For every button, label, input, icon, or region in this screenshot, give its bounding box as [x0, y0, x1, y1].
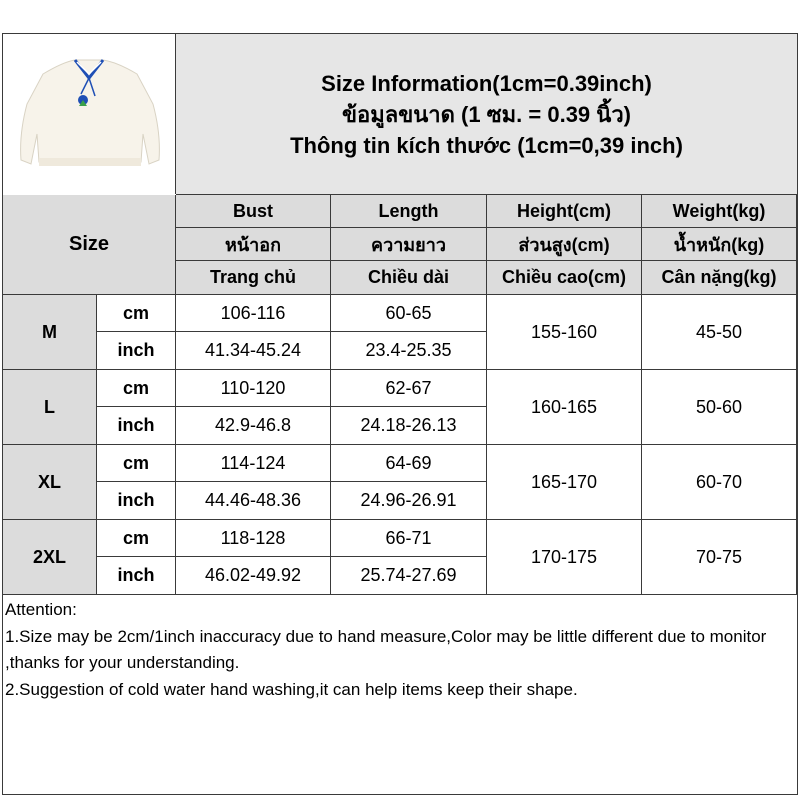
size-header: Size [3, 195, 176, 295]
weight-value: 45-50 [642, 295, 797, 370]
product-photo [3, 34, 176, 194]
col-header-length-en: Length [331, 195, 487, 228]
attention-note-1: 1.Size may be 2cm/1inch inaccuracy due to hand measure,Color may be little different due to monitor ,thanks for your understanding. [5, 626, 767, 672]
length-cm-value: 60-65 [331, 295, 487, 332]
size-label: M [3, 295, 97, 370]
unit-cm: cm [97, 520, 176, 557]
bust-inch-value: 44.46-48.36 [176, 482, 331, 520]
length-inch-value: 24.96-26.91 [331, 482, 487, 520]
height-value: 165-170 [487, 445, 642, 520]
title-thai: ข้อมูลขนาด (1 ซม. = 0.39 นิ้ว) [341, 101, 631, 127]
bust-inch-value: 41.34-45.24 [176, 332, 331, 370]
bust-cm-value: 114-124 [176, 445, 331, 482]
col-header-length-th: ความยาว [331, 228, 487, 261]
col-header-length-vi: Chiều dài [331, 261, 487, 295]
title-vietnamese: Thông tin kích thước (1cm=0,39 inch) [290, 132, 683, 158]
col-header-height-en: Height(cm) [487, 195, 642, 228]
col-header-weight-vi: Cân nặng(kg) [642, 261, 797, 295]
col-header-bust-th: หน้าอก [176, 228, 331, 261]
title-box [176, 34, 797, 195]
unit-inch: inch [97, 332, 176, 370]
height-value: 170-175 [487, 520, 642, 595]
sweatshirt-image [3, 34, 175, 194]
unit-cm: cm [97, 295, 176, 332]
size-label: 2XL [3, 520, 97, 595]
length-cm-value: 62-67 [331, 370, 487, 407]
height-value: 160-165 [487, 370, 642, 445]
attention-notes [5, 597, 795, 703]
size-label: XL [3, 445, 97, 520]
col-header-bust-vi: Trang chủ [176, 261, 331, 295]
bust-inch-value: 42.9-46.8 [176, 407, 331, 445]
weight-value: 60-70 [642, 445, 797, 520]
col-header-height-vi: Chiều cao(cm) [487, 261, 642, 295]
col-header-weight-th: น้ำหนัก(kg) [642, 228, 797, 261]
attention-heading: Attention: [5, 600, 77, 619]
col-header-weight-en: Weight(kg) [642, 195, 797, 228]
col-header-bust-en: Bust [176, 195, 331, 228]
length-cm-value: 64-69 [331, 445, 487, 482]
unit-inch: inch [97, 407, 176, 445]
bust-cm-value: 118-128 [176, 520, 331, 557]
length-inch-value: 24.18-26.13 [331, 407, 487, 445]
attention-note-2: 2.Suggestion of cold water hand washing,it can help items keep their shape. [5, 679, 578, 699]
size-table [3, 195, 797, 595]
col-header-height-th: ส่วนสูง(cm) [487, 228, 642, 261]
bust-inch-value: 46.02-49.92 [176, 557, 331, 595]
length-cm-value: 66-71 [331, 520, 487, 557]
unit-inch: inch [97, 557, 176, 595]
weight-value: 70-75 [642, 520, 797, 595]
length-inch-value: 23.4-25.35 [331, 332, 487, 370]
size-label: L [3, 370, 97, 445]
bust-cm-value: 110-120 [176, 370, 331, 407]
unit-cm: cm [97, 445, 176, 482]
weight-value: 50-60 [642, 370, 797, 445]
bust-cm-value: 106-116 [176, 295, 331, 332]
height-value: 155-160 [487, 295, 642, 370]
unit-inch: inch [97, 482, 176, 520]
unit-cm: cm [97, 370, 176, 407]
length-inch-value: 25.74-27.69 [331, 557, 487, 595]
title-english: Size Information(1cm=0.39inch) [321, 70, 652, 96]
